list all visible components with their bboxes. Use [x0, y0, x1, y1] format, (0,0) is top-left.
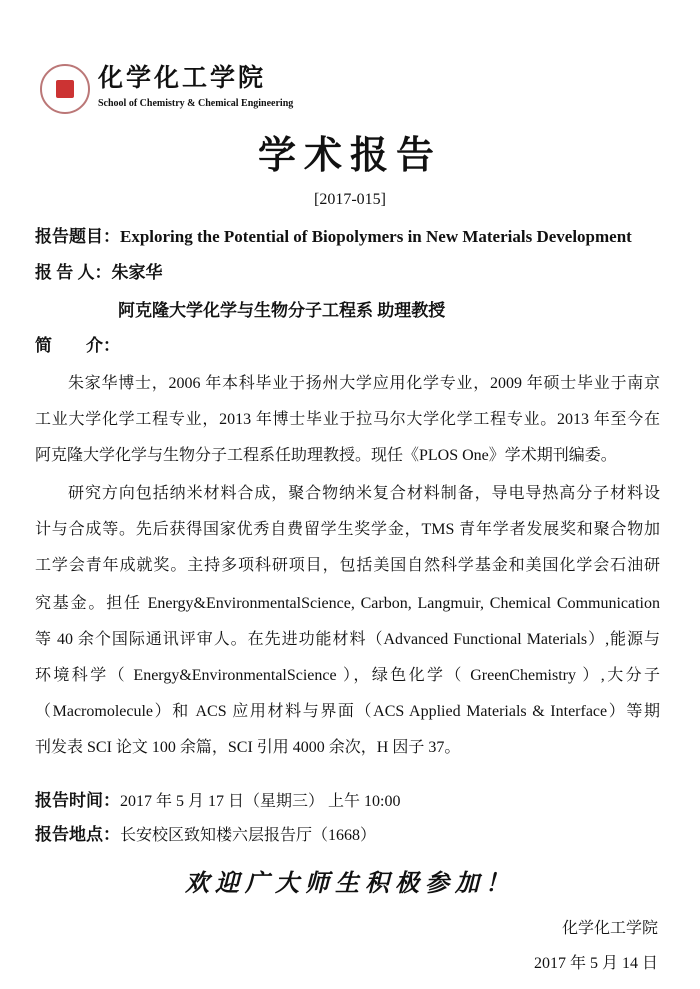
location-row [35, 824, 376, 847]
logo-chinese-name: 化学化工学院 [98, 63, 267, 92]
report-code: [2017-015] [314, 191, 386, 208]
intro-label: 简 介： [35, 336, 120, 355]
topic-value: Exploring the Potential of Biopolymers in New Materials Development [120, 227, 632, 246]
topic-label: 报告题目： [35, 227, 120, 246]
location-value: 长安校区致知楼六层报告厅（1668） [120, 827, 377, 844]
research-line: 究基金。担任 Energy&EnvironmentalScience, Carbon, Langmuir, Chemical Communication [35, 595, 660, 612]
logo-english-name: School of Chemistry & Chemical Engineering [98, 98, 294, 109]
research-line: 刊发表 SCI 论文 100 余篇，SCI 引用 4000 余次，H 因子 37。 [35, 739, 461, 756]
speaker-label: 报 告 人： [35, 263, 112, 282]
research-line: 环境科学（ Energy&EnvironmentalScience ），绿色化学（ GreenChemistry ）,大分子 [35, 667, 660, 684]
time-label: 报告时间： [35, 791, 120, 810]
research-line: （Macromolecule）和 ACS 应用材料与界面（ACS Applied Materials & Interface）等期 [35, 703, 660, 720]
speaker-affiliation: 阿克隆大学化学与生物分子工程系 助理教授 [118, 301, 446, 320]
research-line: 计与合成等。先后获得国家优秀自费留学生奖学金，TMS 青年学者发展奖和聚合物加 [35, 521, 660, 538]
page-title: 学术报告 [257, 133, 442, 177]
topic-row [35, 226, 632, 248]
issue-date: 2017 年 5 月 14 日 [533, 955, 658, 972]
school-seal-logo [40, 64, 90, 114]
speaker-row [35, 262, 163, 284]
bio-line: 工业大学化学工程专业，2013 年博士毕业于拉马尔大学化学工程专业。2013 年至今在 [35, 411, 660, 428]
research-line: 等 40 余个国际通讯评审人。在先进功能材料（Advanced Functional Materials）,能源与 [35, 631, 660, 648]
research-line: 工学会青年成就奖。主持多项科研项目，包括美国自然科学基金和美国化学会石油研 [35, 557, 660, 574]
location-label: 报告地点： [35, 825, 120, 844]
time-row [35, 790, 400, 813]
speaker-name: 朱家华 [111, 263, 163, 282]
research-line: 研究方向包括纳米材料合成，聚合物纳米复合材料制备，导电导热高分子材料设 [68, 485, 660, 502]
bio-line: 阿克隆大学化学与生物分子工程系任助理教授。现任《PLOS One》学术期刊编委。 [35, 447, 617, 464]
welcome-message: 欢迎广大师生积极参加！ [185, 869, 515, 897]
time-value: 2017 年 5 月 17 日（星期三） 上午 10:00 [120, 793, 401, 810]
issuing-organization: 化学化工学院 [561, 920, 658, 937]
bio-line: 朱家华博士，2006 年本科毕业于扬州大学应用化学专业，2009 年硕士毕业于南京 [68, 375, 660, 392]
